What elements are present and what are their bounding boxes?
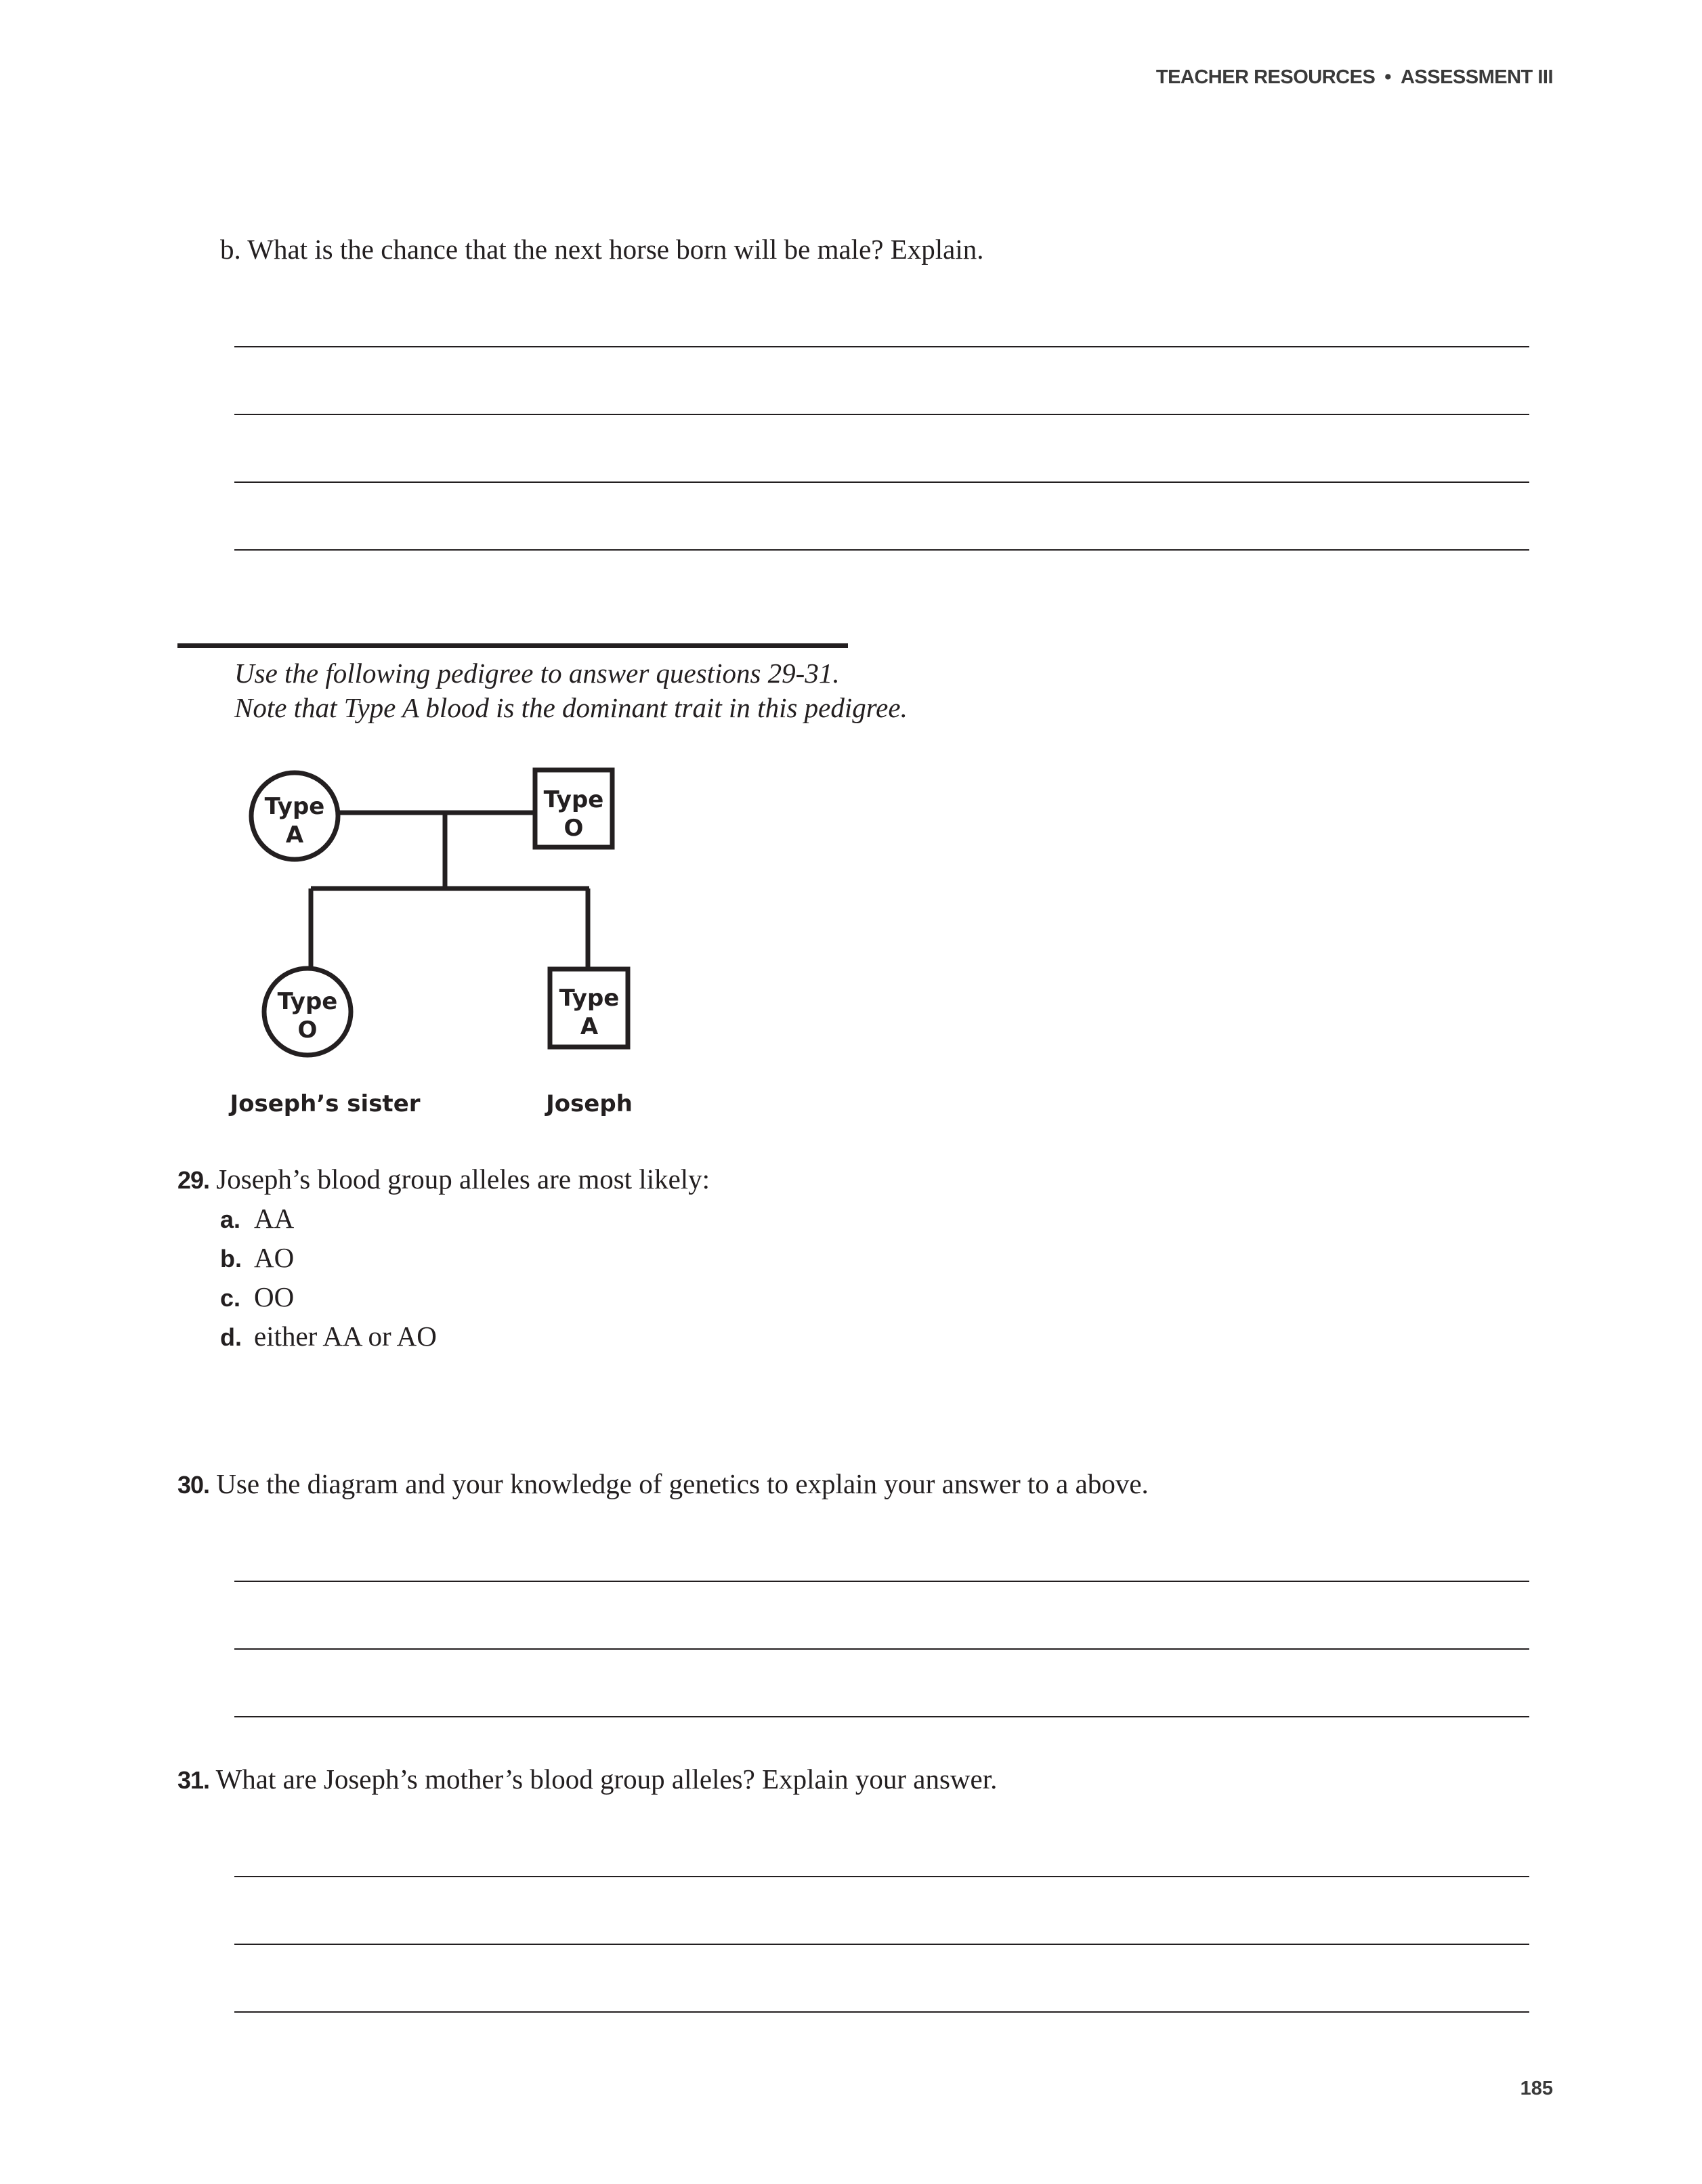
joseph-label-1: Type xyxy=(559,985,620,1012)
page-number: 185 xyxy=(1520,2078,1553,2099)
answer-line[interactable] xyxy=(234,1876,1529,1877)
answer-line[interactable] xyxy=(234,1648,1529,1650)
answer-line[interactable] xyxy=(234,1716,1529,1717)
header-section: TEACHER RESOURCES xyxy=(1155,66,1376,88)
sister-label-2: O xyxy=(297,1016,318,1044)
option-letter: d. xyxy=(220,1323,242,1351)
sister-label-1: Type xyxy=(277,988,338,1015)
father-label-1: Type xyxy=(543,786,604,813)
instruction-line-1: Use the following pedigree to answer questions 29-31. xyxy=(234,658,840,689)
question-31-text: What are Joseph’s mother’s blood group alleles? Explain your answer. xyxy=(215,1763,998,1795)
mother-label-2: A xyxy=(285,821,304,849)
sister-caption: Joseph’s sister xyxy=(230,1090,421,1117)
joseph-label-2: A xyxy=(580,1013,599,1040)
option-d[interactable] xyxy=(220,1320,437,1352)
answer-line[interactable] xyxy=(234,1944,1529,1945)
question-31-number: 31. xyxy=(177,1766,210,1794)
question-29-number: 29. xyxy=(177,1166,210,1194)
option-text: AO xyxy=(254,1242,295,1273)
father-label-2: O xyxy=(563,815,584,842)
option-c[interactable] xyxy=(220,1281,294,1313)
answer-line[interactable] xyxy=(234,2011,1529,2013)
header-bullet: • xyxy=(1384,66,1391,88)
mother-label-1: Type xyxy=(264,793,325,820)
option-text: either AA or AO xyxy=(254,1321,437,1352)
option-text: OO xyxy=(254,1281,295,1312)
option-letter: a. xyxy=(220,1205,241,1233)
question-b: b. What is the chance that the next horse born will be male? Explain. xyxy=(220,234,984,265)
joseph-caption: Joseph xyxy=(546,1090,633,1117)
option-text: AA xyxy=(254,1203,295,1234)
question-30 xyxy=(177,1468,1149,1500)
option-b[interactable] xyxy=(220,1241,294,1274)
option-letter: b. xyxy=(220,1245,242,1272)
question-30-number: 30. xyxy=(177,1471,210,1499)
question-29 xyxy=(177,1163,710,1195)
question-29-text: Joseph’s blood group alleles are most likely: xyxy=(216,1163,710,1195)
question-30-text: Use the diagram and your knowledge of genetics to explain your answer to a above. xyxy=(216,1468,1149,1499)
question-31 xyxy=(177,1763,997,1795)
instruction-line-2: Note that Type A blood is the dominant trait in this pedigree. xyxy=(234,692,908,723)
option-a[interactable] xyxy=(220,1202,294,1235)
header-assessment: ASSESSMENT III xyxy=(1400,66,1553,88)
answer-line[interactable] xyxy=(234,1581,1529,1582)
option-letter: c. xyxy=(220,1284,241,1312)
